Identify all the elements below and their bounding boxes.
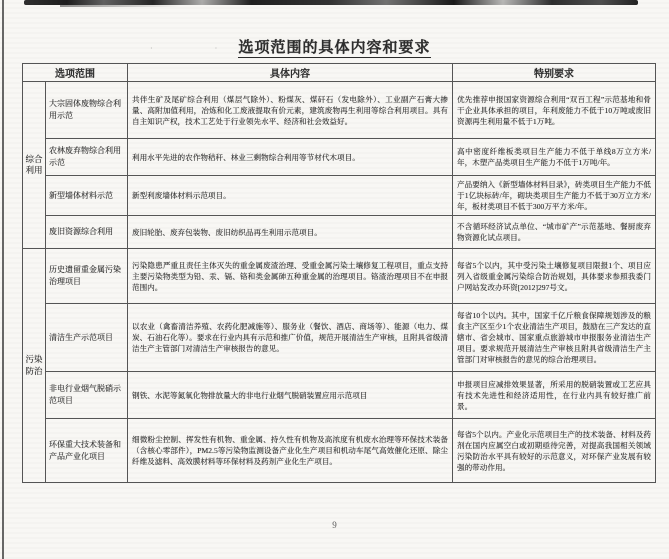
row-content-cell: 共伴生矿及尾矿综合利用（煤层气除外）、粉煤灰、煤矸石（发电除外）、工业副产石膏大掺量、高附加值利用，冶炼和化工废液提取有价元素，建筑废物再生利用等综合利用项目。具有自主知识产权，技术工艺处于行业领先水平、经济和社会效益好。: [128, 82, 453, 139]
row-name-cell: 环保重大技术装备和产品产业化项目: [46, 419, 128, 483]
page-number: 9: [332, 520, 337, 530]
table-row-flue-gas-denitration: [23, 372, 656, 419]
scan-speckles: · ·: [150, 44, 248, 53]
row-name-cell: 大宗固体废物综合利用示范: [46, 82, 128, 139]
row-requirements-cell: 每省5个以内，其中受污染土壤修复项目限报1个、项目应列入省级重金属污染综合防治规划，具体要求参照我委门户网站发改办环资[2012]297号文。: [453, 249, 656, 304]
row-name-cell: 废旧资源综合利用: [46, 216, 128, 249]
row-requirements-cell: 每省10个以内。其中，国家千亿斤粮食保障规划涉及的粮食主产区至少1个农业清洁生产项目，鼓励在三产发达的直辖市、省会城市、国家重点旅游城市申报服务业清洁生产项目。要求规范开展清洁生产审核且附具省级清洁生产主管部门对审核报告的意见的综合治理项目。: [453, 304, 656, 372]
row-requirements-cell: 不含循环经济试点单位、“城市矿产”示范基地、餐厨废弃物资源化试点项目。: [453, 216, 656, 249]
row-name-cell: 新型墙体材料示范: [46, 176, 128, 216]
scan-artifact-smear: [60, 5, 260, 7]
row-content-cell: 细微粉尘控制、挥发性有机物、重金属、持久性有机物及高浓度有机废水治理等环保技术装备（含核心零部件），PM2.5等污染物监测设备产业化生产项目和机动车尾气高效催化还原、除尘纤维及滤料、高效膜材料等环保材料及药剂产业化生产项目。: [128, 419, 453, 483]
row-requirements-cell: 高中密度纤维板类项目生产能力不低于单线8万立方米/年，木塑产品类项目生产能力不低于1万吨/年。: [453, 139, 656, 176]
scan-artifact-left-edge: [2, 0, 4, 559]
row-name-cell: 非电行业烟气脱硝示范项目: [46, 372, 128, 419]
row-requirements-cell: 每省5个以内。产业化示范项目生产的技术装备、材料及药剂在国内应属空白或初期亟待完善，对提高我国相关领域污染防治水平具有较好的示范意义，对环保产业发展有较强的带动作用。: [453, 419, 656, 483]
row-name-cell: 农林废弃物综合利用示范: [46, 139, 128, 176]
row-content-cell: 利用水平先进的农作物秸秆、林业三剩物综合利用等节材代木项目。: [128, 139, 453, 176]
table-row-heavy-metal-pollution: [23, 249, 656, 304]
table-row-agroforestry-waste: [23, 139, 656, 176]
page-title: [0, 36, 669, 57]
col-header-requirements: 特别要求: [453, 64, 656, 82]
table-row-bulk-solid-waste: [23, 82, 656, 139]
row-content-cell: 新型利废墙体材料示范项目。: [128, 176, 453, 216]
table-row-env-equipment-industrialization: [23, 419, 656, 483]
row-content-cell: 污染隐患严重且责任主体灭失的重金属废渣治理、受重金属污染土壤修复工程项目，重点支持主要污染物类型为铅、汞、镉、铬和类金属砷五种重金属的治理项目。铬渣治理项目不在申报范围内。: [128, 249, 453, 304]
row-requirements-cell: 优先推荐申报国家资源综合利用“双百工程”示范基地和骨干企业具体承担的项目，年利废能力不低于10万吨或废旧资源再生利用量不低于1万吨。: [453, 82, 656, 139]
category-cell-pollution-prevention: 污染防治: [23, 249, 46, 483]
row-content-cell: 以农业（禽畜清洁养殖、农药化肥减施等）、服务业（餐饮、酒店、商场等）、能源（电力、煤炭、石油石化等）。要求在行业内具有示范和推广价值，规范开展清洁生产审核，且附具省级清洁生产主管部门对清洁生产审核报告的意见。: [128, 304, 453, 372]
category-cell-comprehensive-utilization: 综合利用: [23, 82, 46, 249]
table-row-clean-production: [23, 304, 656, 372]
col-header-content: 具体内容: [128, 64, 453, 82]
row-requirements-cell: 申报项目应减排效果显著，所采用的脱硝装置或工艺应具有技术先进性和经济适用性，在行业内具有较好推广前景。: [453, 372, 656, 419]
row-content-cell: 废旧轮胎、废弃包装物、废旧纺织品再生利用示范项目。: [128, 216, 453, 249]
col-header-scope: 选项范围: [23, 64, 128, 82]
options-table: [22, 63, 656, 483]
table-header-row: [23, 64, 656, 82]
page-title-text: 选项范围的具体内容和要求: [238, 40, 431, 56]
row-name-cell: 清洁生产示范项目: [46, 304, 128, 372]
table-row-new-wall-materials: [23, 176, 656, 216]
table-row-used-resources: [23, 216, 656, 249]
row-name-cell: 历史遗留重金属污染治理项目: [46, 249, 128, 304]
row-requirements-cell: 产品要纳入《新型墙体材料目录》，砖类项目生产能力不低于1亿块标砖/年，砌块类项目生产能力不低于30万立方米/年，板材类项目不低于300万平方米/年。: [453, 176, 656, 216]
row-content-cell: 钢铁、水泥等氮氧化物排放量大的非电行业烟气脱硝装置应用示范项目: [128, 372, 453, 419]
